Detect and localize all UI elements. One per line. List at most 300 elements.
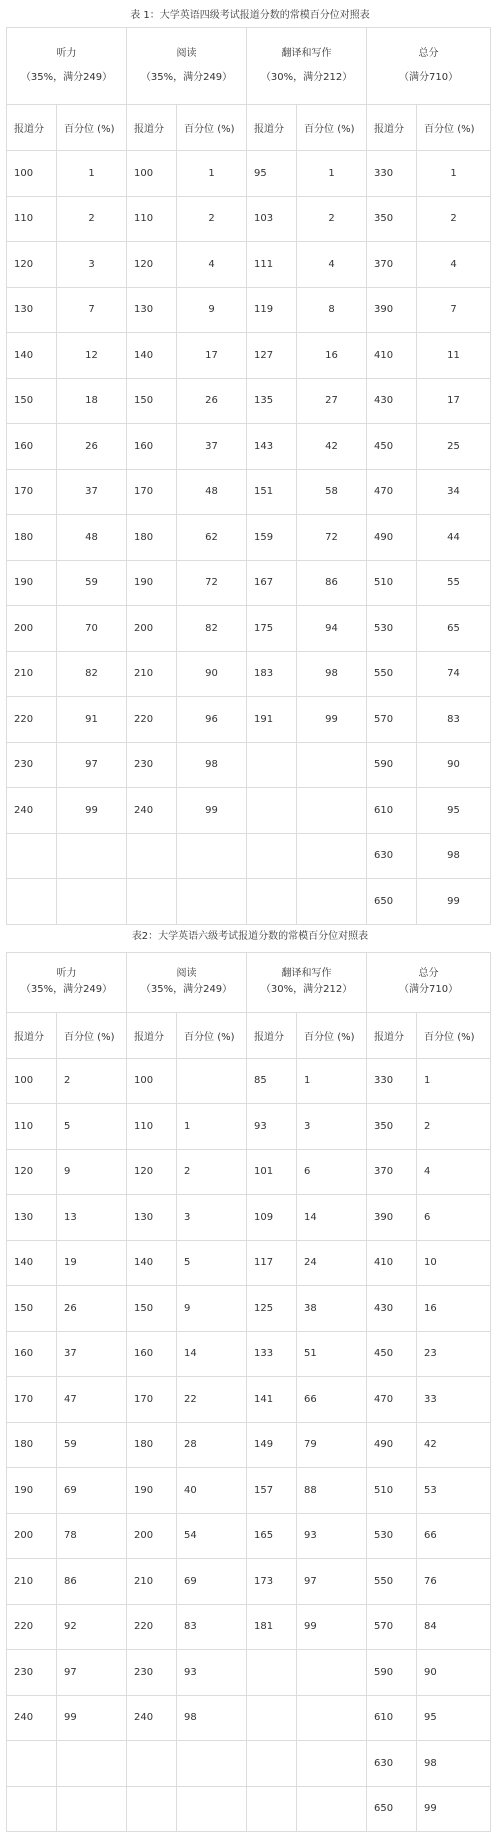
table-cell <box>247 1741 297 1787</box>
table-cell: 127 <box>247 333 297 379</box>
table-cell: 26 <box>177 378 247 424</box>
table-cell: 4 <box>177 242 247 288</box>
table-row <box>7 1422 491 1468</box>
table-cell <box>247 1650 297 1696</box>
table-cell <box>177 833 247 879</box>
table-cell: 100 <box>127 151 177 197</box>
table-cell: 72 <box>297 515 367 561</box>
column-header: 百分位 (%) <box>177 1012 247 1058</box>
table-cell: 490 <box>367 515 417 561</box>
table-cell: 150 <box>127 378 177 424</box>
table-row <box>7 151 491 197</box>
table-cell: 96 <box>177 697 247 743</box>
group-header <box>7 952 127 1012</box>
table-cell: 151 <box>247 469 297 515</box>
table-cell: 7 <box>57 287 127 333</box>
table-cell: 133 <box>247 1331 297 1377</box>
table-cell: 510 <box>367 1468 417 1514</box>
table-cell: 530 <box>367 1513 417 1559</box>
table-cell: 183 <box>247 651 297 697</box>
table-row <box>7 515 491 561</box>
table-row <box>7 287 491 333</box>
column-header: 百分位 (%) <box>297 1012 367 1058</box>
table-cell <box>57 879 127 925</box>
group-subtitle: （35%，满分249） <box>127 71 246 85</box>
table-cell: 200 <box>7 1513 57 1559</box>
table-cell <box>127 833 177 879</box>
table-cell: 83 <box>177 1604 247 1650</box>
table-cell: 9 <box>177 1286 247 1332</box>
table-cell: 98 <box>177 1695 247 1741</box>
table-cell: 93 <box>297 1513 367 1559</box>
table-cell: 430 <box>367 1286 417 1332</box>
table-row <box>7 560 491 606</box>
table-cell: 220 <box>127 1604 177 1650</box>
table-cell: 240 <box>7 788 57 834</box>
table-cell: 27 <box>297 378 367 424</box>
table-cell <box>127 1786 177 1832</box>
table-cell: 93 <box>247 1104 297 1150</box>
table-cell: 16 <box>417 1286 491 1332</box>
table-cell: 72 <box>177 560 247 606</box>
column-header: 百分位 (%) <box>417 105 491 151</box>
table-cell: 6 <box>297 1149 367 1195</box>
table-cell: 69 <box>177 1559 247 1605</box>
table-cell: 7 <box>417 287 491 333</box>
column-header: 百分位 (%) <box>297 105 367 151</box>
table-cell: 109 <box>247 1195 297 1241</box>
table-cell: 175 <box>247 606 297 652</box>
table-cell: 191 <box>247 697 297 743</box>
table-cell <box>247 742 297 788</box>
table-cell: 650 <box>367 1786 417 1832</box>
table-cell: 103 <box>247 196 297 242</box>
table-cell: 330 <box>367 1058 417 1104</box>
table-cell: 140 <box>7 1240 57 1286</box>
table-cell: 110 <box>7 1104 57 1150</box>
table-cell <box>7 1741 57 1787</box>
table-cell: 230 <box>127 742 177 788</box>
table-cell <box>247 1695 297 1741</box>
table-cell: 90 <box>417 1650 491 1696</box>
table-cell: 230 <box>7 742 57 788</box>
table-cell: 37 <box>177 424 247 470</box>
group-name: 阅读 <box>127 47 246 61</box>
table-cell: 200 <box>7 606 57 652</box>
table-row <box>7 1286 491 1332</box>
table-cell: 130 <box>7 287 57 333</box>
table-row <box>7 1104 491 1150</box>
table-cell: 450 <box>367 1331 417 1377</box>
column-header: 百分位 (%) <box>417 1012 491 1058</box>
table-cell: 220 <box>7 1604 57 1650</box>
table-cell <box>297 1741 367 1787</box>
table-cell: 93 <box>177 1650 247 1696</box>
table-cell: 42 <box>417 1422 491 1468</box>
table-cell: 78 <box>57 1513 127 1559</box>
table-cell: 110 <box>127 1104 177 1150</box>
table-cell: 18 <box>57 378 127 424</box>
table-cell <box>7 833 57 879</box>
table-cell: 150 <box>127 1286 177 1332</box>
table-cell: 99 <box>417 879 491 925</box>
table-cell: 99 <box>297 697 367 743</box>
table-cell: 13 <box>57 1195 127 1241</box>
table-row <box>7 1604 491 1650</box>
table-cell: 590 <box>367 1650 417 1696</box>
group-subtitle: （35%，满分249） <box>7 71 126 85</box>
table-cell: 111 <box>247 242 297 288</box>
group-subtitle: （满分710） <box>367 71 490 85</box>
table-cell: 330 <box>367 151 417 197</box>
table-cell <box>297 1650 367 1696</box>
table-row <box>7 333 491 379</box>
table-cell: 3 <box>57 242 127 288</box>
table-cell: 170 <box>7 1377 57 1423</box>
table-cell <box>177 1786 247 1832</box>
table-cell: 180 <box>127 515 177 561</box>
table-cell: 530 <box>367 606 417 652</box>
table-cell: 2 <box>177 196 247 242</box>
group-header <box>7 28 127 105</box>
table-cell <box>7 1786 57 1832</box>
table-cell: 240 <box>127 788 177 834</box>
table-cell: 390 <box>367 287 417 333</box>
table-cell: 220 <box>7 697 57 743</box>
table-cell: 99 <box>57 1695 127 1741</box>
table-row <box>7 424 491 470</box>
table-cell: 350 <box>367 196 417 242</box>
table-cell: 370 <box>367 242 417 288</box>
table-cell: 99 <box>57 788 127 834</box>
table-cell: 2 <box>297 196 367 242</box>
table-cell: 630 <box>367 1741 417 1787</box>
table-cell: 51 <box>297 1331 367 1377</box>
table-row <box>7 1513 491 1559</box>
table-cell: 54 <box>177 1513 247 1559</box>
table-cell: 6 <box>417 1195 491 1241</box>
table-cell: 173 <box>247 1559 297 1605</box>
table-cell: 55 <box>417 560 491 606</box>
table-cell: 66 <box>417 1513 491 1559</box>
table-cell: 90 <box>177 651 247 697</box>
table-cell: 98 <box>177 742 247 788</box>
table-cell: 26 <box>57 424 127 470</box>
table-cell: 42 <box>297 424 367 470</box>
table-cell: 160 <box>127 424 177 470</box>
table1-cet4-percentile <box>6 27 491 925</box>
table-row <box>7 378 491 424</box>
table-row <box>7 1377 491 1423</box>
table-cell: 97 <box>57 1650 127 1696</box>
table-cell: 160 <box>7 424 57 470</box>
table-cell: 117 <box>247 1240 297 1286</box>
table-cell: 91 <box>57 697 127 743</box>
table2-caption: 表2：大学英语六级考试报道分数的常模百分位对照表 <box>0 925 500 952</box>
table-cell: 69 <box>57 1468 127 1514</box>
column-header: 百分位 (%) <box>57 1012 127 1058</box>
table-cell: 37 <box>57 1331 127 1377</box>
table-cell: 210 <box>127 651 177 697</box>
table-row <box>7 1559 491 1605</box>
table-row <box>7 1195 491 1241</box>
table-cell: 170 <box>7 469 57 515</box>
table-cell: 510 <box>367 560 417 606</box>
table-cell: 120 <box>127 1149 177 1195</box>
table-cell: 110 <box>127 196 177 242</box>
group-name: 总分 <box>367 47 490 61</box>
group-name: 总分 <box>367 967 490 981</box>
table-cell <box>247 879 297 925</box>
table-cell: 26 <box>57 1286 127 1332</box>
table-cell: 181 <box>247 1604 297 1650</box>
table-cell: 10 <box>417 1240 491 1286</box>
table-cell: 390 <box>367 1195 417 1241</box>
table-cell: 8 <box>297 287 367 333</box>
table-cell: 95 <box>247 151 297 197</box>
table-cell: 86 <box>57 1559 127 1605</box>
table-cell <box>247 833 297 879</box>
table-cell <box>57 833 127 879</box>
table-cell <box>247 788 297 834</box>
table-cell: 450 <box>367 424 417 470</box>
table-cell <box>247 1786 297 1832</box>
table-cell: 130 <box>127 1195 177 1241</box>
table-cell <box>297 1786 367 1832</box>
table-row <box>7 1149 491 1195</box>
table-row <box>7 1786 491 1832</box>
table-row <box>7 697 491 743</box>
table-cell <box>7 879 57 925</box>
table-cell: 370 <box>367 1149 417 1195</box>
table-cell: 90 <box>417 742 491 788</box>
table-cell: 200 <box>127 606 177 652</box>
table-cell: 2 <box>417 1104 491 1150</box>
table-cell: 140 <box>7 333 57 379</box>
table-cell: 33 <box>417 1377 491 1423</box>
table-row <box>7 879 491 925</box>
column-header: 报道分 <box>247 105 297 151</box>
table-cell: 48 <box>57 515 127 561</box>
table-cell: 167 <box>247 560 297 606</box>
table-cell: 17 <box>417 378 491 424</box>
table-cell: 98 <box>417 833 491 879</box>
group-subtitle: （满分710） <box>367 983 490 997</box>
column-header: 报道分 <box>7 105 57 151</box>
table-cell: 230 <box>7 1650 57 1696</box>
table-cell <box>297 1695 367 1741</box>
group-name: 翻译和写作 <box>247 967 366 981</box>
table-cell: 119 <box>247 287 297 333</box>
table-cell: 140 <box>127 333 177 379</box>
table-cell: 101 <box>247 1149 297 1195</box>
table-cell: 630 <box>367 833 417 879</box>
table-cell: 100 <box>7 151 57 197</box>
table1-caption: 表 1：大学英语四级考试报道分数的常模百分位对照表 <box>0 0 500 27</box>
group-subtitle: （35%，满分249） <box>7 983 126 997</box>
table-cell: 165 <box>247 1513 297 1559</box>
table-cell: 16 <box>297 333 367 379</box>
table-cell: 38 <box>297 1286 367 1332</box>
table-cell: 94 <box>297 606 367 652</box>
table-cell: 130 <box>7 1195 57 1241</box>
table-cell: 430 <box>367 378 417 424</box>
table-cell <box>127 1741 177 1787</box>
column-header-row <box>7 105 491 151</box>
table-cell: 9 <box>57 1149 127 1195</box>
group-name: 听力 <box>7 967 126 981</box>
table-cell: 24 <box>297 1240 367 1286</box>
table-cell: 95 <box>417 788 491 834</box>
table-cell: 40 <box>177 1468 247 1514</box>
table-cell: 48 <box>177 469 247 515</box>
group-header <box>367 28 491 105</box>
group-header <box>127 28 247 105</box>
table-cell: 59 <box>57 560 127 606</box>
table-cell <box>57 1741 127 1787</box>
table-cell: 3 <box>177 1195 247 1241</box>
group-header <box>367 952 491 1012</box>
table-row <box>7 742 491 788</box>
table-cell: 110 <box>7 196 57 242</box>
group-subtitle: （30%，满分212） <box>247 71 366 85</box>
table-cell: 470 <box>367 1377 417 1423</box>
table-cell: 82 <box>177 606 247 652</box>
table-cell: 550 <box>367 1559 417 1605</box>
table-cell: 44 <box>417 515 491 561</box>
table-cell: 9 <box>177 287 247 333</box>
column-header: 百分位 (%) <box>177 105 247 151</box>
table-row <box>7 1331 491 1377</box>
table-cell: 120 <box>127 242 177 288</box>
table-cell: 86 <box>297 560 367 606</box>
table-cell: 210 <box>127 1559 177 1605</box>
table-cell: 14 <box>177 1331 247 1377</box>
table-cell: 2 <box>417 196 491 242</box>
group-subtitle: （30%，满分212） <box>247 983 366 997</box>
table-cell: 1 <box>177 151 247 197</box>
table-cell: 37 <box>57 469 127 515</box>
table-cell: 19 <box>57 1240 127 1286</box>
table-cell <box>177 1741 247 1787</box>
table-row <box>7 196 491 242</box>
table-cell: 99 <box>417 1786 491 1832</box>
table-cell: 143 <box>247 424 297 470</box>
group-name: 听力 <box>7 47 126 61</box>
table-cell: 34 <box>417 469 491 515</box>
table-row <box>7 1058 491 1104</box>
table-cell: 157 <box>247 1468 297 1514</box>
table-cell: 92 <box>57 1604 127 1650</box>
table-cell: 210 <box>7 1559 57 1605</box>
table-cell <box>297 742 367 788</box>
group-subtitle: （35%，满分249） <box>127 983 246 997</box>
table-row <box>7 1468 491 1514</box>
table-row <box>7 1695 491 1741</box>
table-cell: 590 <box>367 742 417 788</box>
table-cell: 83 <box>417 697 491 743</box>
column-header: 报道分 <box>7 1012 57 1058</box>
table-cell <box>297 879 367 925</box>
table-cell: 190 <box>127 1468 177 1514</box>
table-cell: 610 <box>367 1695 417 1741</box>
table-cell: 11 <box>417 333 491 379</box>
table-cell: 410 <box>367 1240 417 1286</box>
table-cell: 4 <box>417 1149 491 1195</box>
table-cell: 5 <box>57 1104 127 1150</box>
table-cell: 100 <box>7 1058 57 1104</box>
table-cell: 23 <box>417 1331 491 1377</box>
group-header-row <box>7 28 491 105</box>
table-row <box>7 469 491 515</box>
table-cell: 180 <box>7 1422 57 1468</box>
table-cell: 150 <box>7 378 57 424</box>
table-cell: 230 <box>127 1650 177 1696</box>
table-cell: 59 <box>57 1422 127 1468</box>
table-cell: 190 <box>127 560 177 606</box>
table-cell: 650 <box>367 879 417 925</box>
table-cell: 22 <box>177 1377 247 1423</box>
table-cell: 160 <box>127 1331 177 1377</box>
group-header <box>127 952 247 1012</box>
table-cell: 1 <box>417 151 491 197</box>
table-cell: 79 <box>297 1422 367 1468</box>
table-cell: 3 <box>297 1104 367 1150</box>
table-cell: 2 <box>57 196 127 242</box>
table-cell: 1 <box>57 151 127 197</box>
column-header: 报道分 <box>127 1012 177 1058</box>
table-cell: 470 <box>367 469 417 515</box>
table-cell: 1 <box>417 1058 491 1104</box>
table-row <box>7 651 491 697</box>
table-cell: 12 <box>57 333 127 379</box>
table-cell: 200 <box>127 1513 177 1559</box>
table-cell: 550 <box>367 651 417 697</box>
table-cell: 180 <box>7 515 57 561</box>
table-cell <box>57 1786 127 1832</box>
table-cell: 180 <box>127 1422 177 1468</box>
table-cell: 159 <box>247 515 297 561</box>
table-cell: 125 <box>247 1286 297 1332</box>
table-cell: 70 <box>57 606 127 652</box>
column-header: 报道分 <box>127 105 177 151</box>
table-cell <box>177 879 247 925</box>
table-cell: 170 <box>127 469 177 515</box>
table-cell: 120 <box>7 242 57 288</box>
table-cell: 160 <box>7 1331 57 1377</box>
table-cell: 610 <box>367 788 417 834</box>
group-name: 翻译和写作 <box>247 47 366 61</box>
table-cell: 2 <box>177 1149 247 1195</box>
table-cell <box>297 788 367 834</box>
table-cell: 53 <box>417 1468 491 1514</box>
table-cell: 84 <box>417 1604 491 1650</box>
table-cell: 240 <box>7 1695 57 1741</box>
table-cell: 120 <box>7 1149 57 1195</box>
table2-cet6-percentile <box>6 952 491 1832</box>
table-cell: 170 <box>127 1377 177 1423</box>
table-cell: 99 <box>297 1604 367 1650</box>
group-header <box>247 28 367 105</box>
table-cell: 4 <box>297 242 367 288</box>
table-cell: 1 <box>297 1058 367 1104</box>
table-cell: 82 <box>57 651 127 697</box>
column-header-row <box>7 1012 491 1058</box>
table-cell <box>297 833 367 879</box>
table-cell: 85 <box>247 1058 297 1104</box>
table-cell: 4 <box>417 242 491 288</box>
table-cell: 25 <box>417 424 491 470</box>
